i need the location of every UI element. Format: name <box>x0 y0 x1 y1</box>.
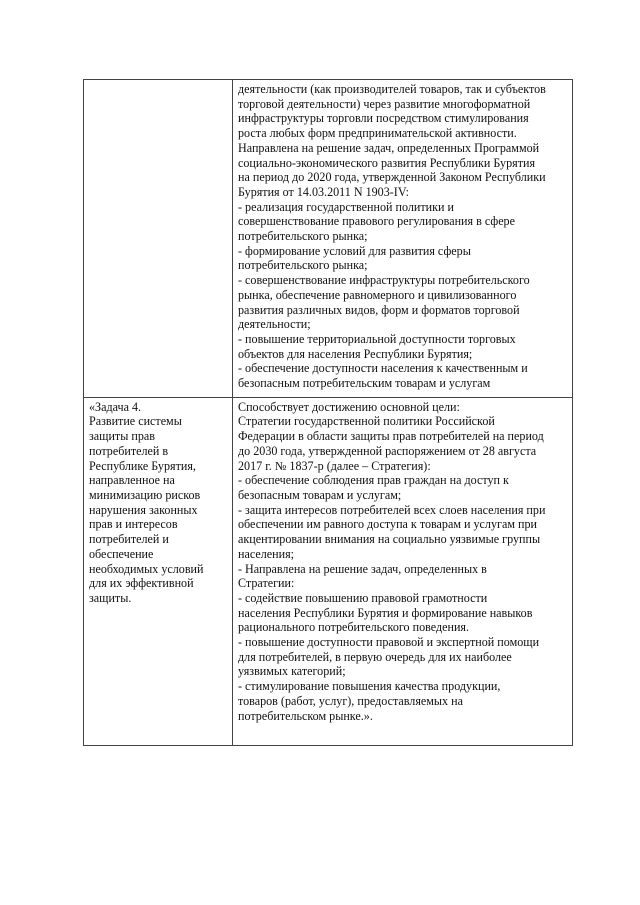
text-line: объектов для населения Республики Бурятия; <box>238 346 473 361</box>
text-line: рынка, обеспечение равномерного и цивилизованного <box>238 287 517 302</box>
text-line: Стратегии: <box>238 576 295 591</box>
text-line: уязвимых категорий; <box>238 664 346 679</box>
text-line: деятельности (как производителей товаров, так и субъектов <box>238 82 546 96</box>
text-line: роста любых форм предпринимательской активности. <box>238 126 517 141</box>
text-line: до 2030 года, утвержденной распоряжением от 28 августа <box>238 443 537 458</box>
table-row <box>84 397 573 745</box>
text-line: рационального потребительского поведения. <box>238 620 470 635</box>
text-line: населения; <box>238 546 294 561</box>
text-line: - совершенствование инфраструктуры потребительского <box>238 273 530 288</box>
text-line: - содействие повышению правовой грамотности <box>238 590 488 605</box>
text-line: населения Республики Бурятия и формирование навыков <box>238 605 533 620</box>
cell-text <box>233 398 572 729</box>
text-line: направленное на <box>89 473 175 488</box>
text-line: Стратегии государственной политики Российской <box>238 414 495 429</box>
text-line: 2017 г. № 1837-р (далее – Стратегия): <box>238 458 431 473</box>
text-line: необходимых условий <box>89 561 204 576</box>
text-line: обеспечении им равного доступа к товарам и услугам при <box>238 517 538 532</box>
text-line: акцентировании внимания на социально уязвимые группы <box>238 532 541 547</box>
text-line: - обеспечение доступности населения к качественным и <box>238 361 528 376</box>
text-line: развития различных видов, форм и форматов торговой <box>238 302 520 317</box>
text-line: обеспечение <box>89 546 154 561</box>
text-line: потребительского рынка; <box>238 258 368 273</box>
cell-text <box>84 80 232 88</box>
table-cell-right <box>233 80 573 398</box>
text-line: совершенствование правового регулирования в сфере <box>238 214 515 229</box>
text-line: безопасным товарам и услугам; <box>238 487 402 502</box>
text-line: Бурятия от 14.03.2011 N 1903-IV: <box>238 184 410 199</box>
text-line: потребителей в <box>89 443 169 458</box>
text-line: «Задача 4. <box>89 399 142 414</box>
text-line: товаров (работ, услуг), предоставляемых на <box>238 693 463 708</box>
text-line: прав и интересов <box>89 517 178 532</box>
text-line: - повышение доступности правовой и экспертной помощи <box>238 635 540 650</box>
text-line: - формирование условий для развития сферы <box>238 243 471 258</box>
text-line: - реализация государственной политики и <box>238 199 454 214</box>
text-line: деятельности; <box>238 317 311 332</box>
text-line: для их эффективной <box>89 576 194 591</box>
text-line: нарушения законных <box>89 502 198 517</box>
cell-text <box>84 398 232 612</box>
text-line: потребительского рынка; <box>238 229 368 244</box>
text-line: Республике Бурятия, <box>89 458 196 473</box>
text-line: - обеспечение соблюдения прав граждан на доступ к <box>238 473 509 488</box>
table-cell-left <box>84 397 233 745</box>
text-line: Способствует достижению основной цели: <box>238 399 460 414</box>
text-line: потребительском рынке.». <box>238 708 373 723</box>
document-table <box>83 79 573 746</box>
text-line: - стимулирование повышения качества продукции, <box>238 679 501 694</box>
text-line: Развитие системы <box>89 414 182 429</box>
text-line: защиты. <box>89 590 132 605</box>
text-line: торговой деятельности) через развитие многоформатной <box>238 96 531 111</box>
table-cell-right <box>233 397 573 745</box>
text-line: потребителей и <box>89 532 169 547</box>
table-row <box>84 80 573 398</box>
text-line: минимизацию рисков <box>89 487 201 502</box>
text-line: Направлена на решение задач, определенных Программой <box>238 140 540 155</box>
cell-text <box>233 80 572 397</box>
text-line: безопасным потребительским товарам и услугам <box>238 376 491 391</box>
text-line: - защита интересов потребителей всех слоев населения при <box>238 502 546 517</box>
text-line: социально-экономического развития Республики Бурятия <box>238 155 536 170</box>
text-line: на период до 2020 года, утвержденной Законом Республики <box>238 170 546 185</box>
text-line: защиты прав <box>89 429 155 444</box>
text-line: Федерации в области защиты прав потребителей на период <box>238 429 544 444</box>
text-line: - Направлена на решение задач, определенных в <box>238 561 487 576</box>
text-line: - повышение территориальной доступности торговых <box>238 331 516 346</box>
table-cell-left <box>84 80 233 398</box>
text-line: для потребителей, в первую очередь для их наиболее <box>238 649 512 664</box>
text-line: инфраструктуры торговли посредством стимулирования <box>238 111 529 126</box>
